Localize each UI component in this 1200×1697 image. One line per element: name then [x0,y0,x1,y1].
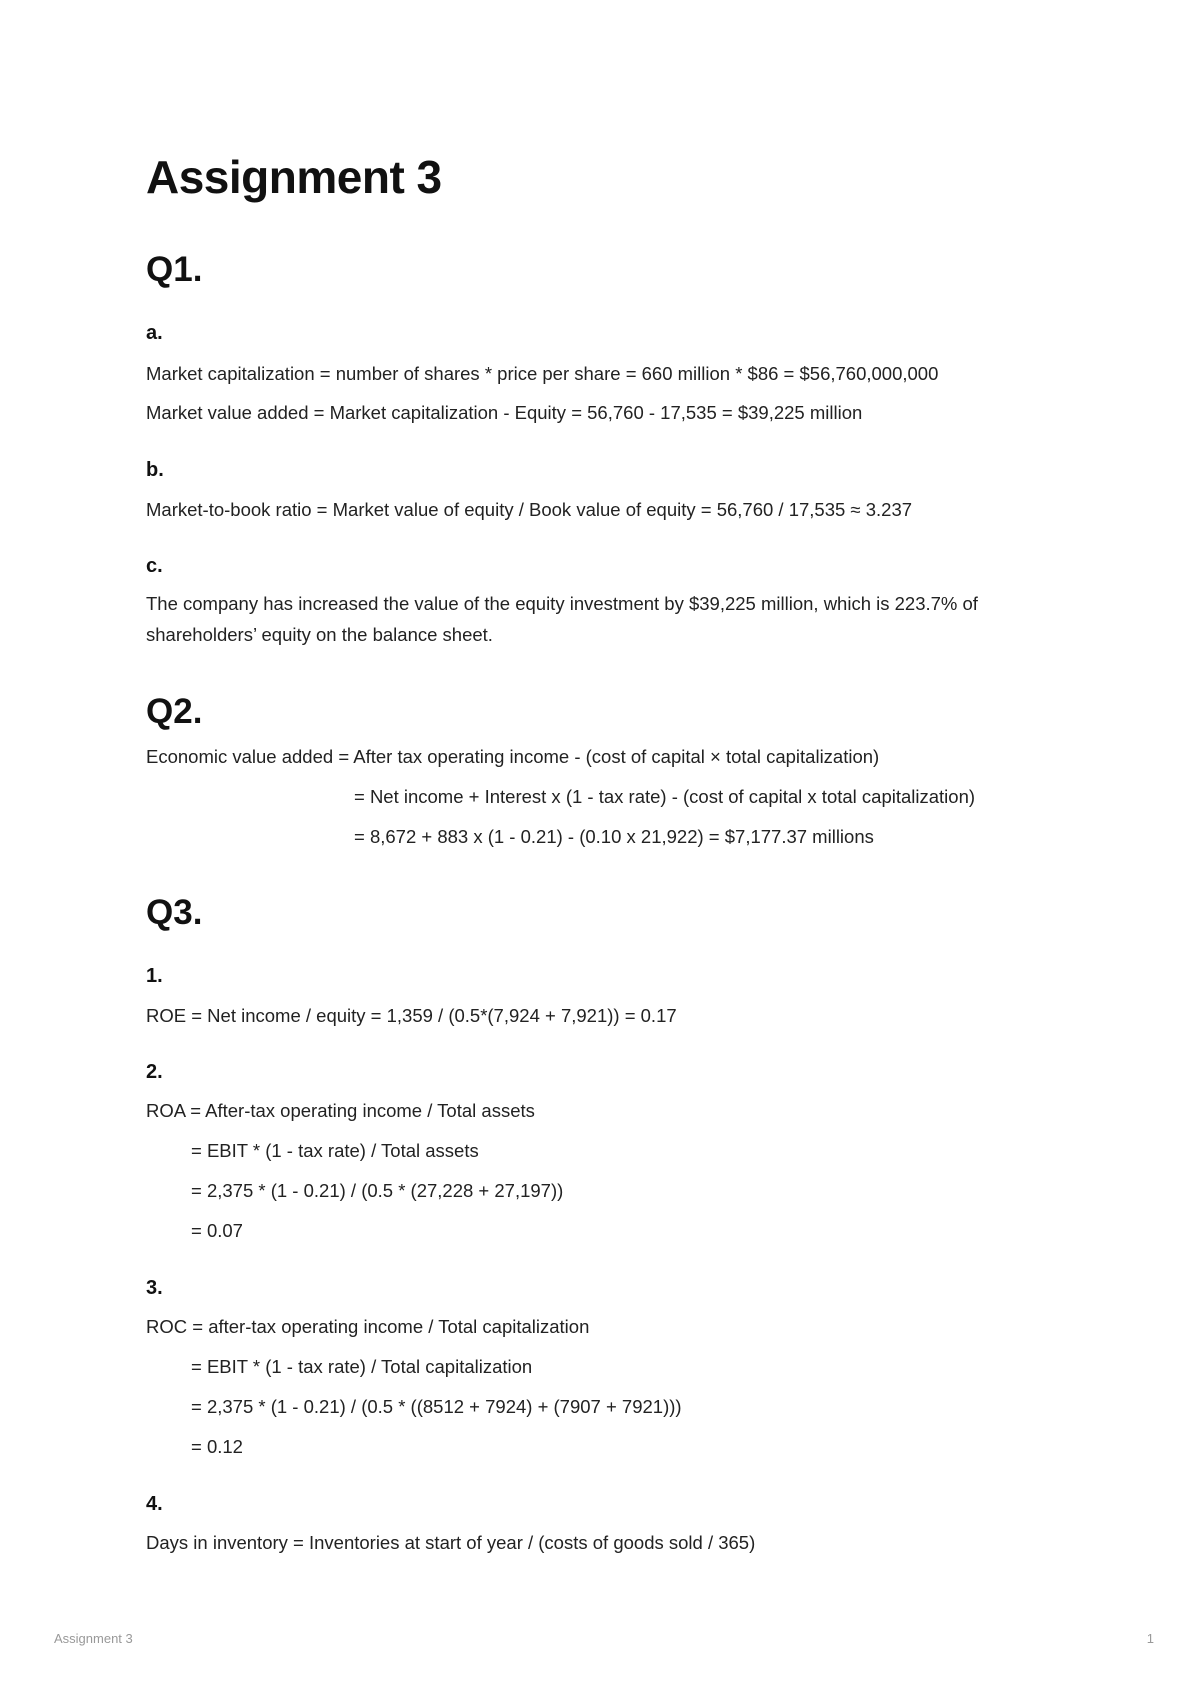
q2-heading: Q2. [146,692,203,731]
q2-line3: = 8,672 + 883 x (1 - 0.21) - (0.10 x 21,922) = $7,177.37 millions [354,826,874,847]
q1-a-label: a. [146,322,163,344]
q1-b-label: b. [146,459,164,481]
q3-1-line1: ROE = Net income / equity = 1,359 / (0.5*(7,924 + 7,921)) = 0.17 [146,1005,677,1026]
q1-a-line2: Market value added = Market capitalization - Equity = 56,760 - 17,535 = $39,225 million [146,402,863,423]
q3-2-line4: = 0.07 [191,1220,243,1241]
q1-a-line1: Market capitalization = number of shares * price per share = 660 million * $86 = $56,760,000,000 [146,363,939,384]
q3-4-label: 4. [146,1493,163,1515]
q3-2-line2: = EBIT * (1 - tax rate) / Total assets [191,1140,479,1161]
q1-c-line1: The company has increased the value of the equity investment by $39,225 million, which is 223.7% of [146,593,978,614]
q1-c-label: c. [146,555,163,577]
q3-3-label: 3. [146,1277,163,1299]
page-title: Assignment 3 [146,151,442,203]
q3-heading: Q3. [146,893,203,932]
q3-2-label: 2. [146,1061,163,1083]
q1-heading: Q1. [146,250,203,289]
q2-line1: Economic value added = After tax operating income - (cost of capital × total capitalization) [146,746,880,767]
q3-3-line3: = 2,375 * (1 - 0.21) / (0.5 * ((8512 + 7924) + (7907 + 7921))) [191,1396,682,1417]
q1-b-line1: Market-to-book ratio = Market value of equity / Book value of equity = 56,760 / 17,535 ≈ 3.237 [146,499,913,520]
q3-3-line1: ROC = after-tax operating income / Total capitalization [146,1316,590,1337]
q2-line2: = Net income + Interest x (1 - tax rate) - (cost of capital x total capitalization) [354,786,976,807]
q3-2-line1: ROA = After-tax operating income / Total assets [146,1100,535,1121]
q3-3-line2: = EBIT * (1 - tax rate) / Total capitalization [191,1356,533,1377]
q3-3-line4: = 0.12 [191,1436,243,1457]
q3-1-label: 1. [146,965,163,987]
footer-title: Assignment 3 [54,1631,133,1646]
q3-4-line1: Days in inventory = Inventories at start of year / (costs of goods sold / 365) [146,1532,756,1553]
q1-c-line2: shareholders’ equity on the balance sheet. [146,624,493,645]
footer-page-number: 1 [1146,1631,1154,1646]
q3-2-line3: = 2,375 * (1 - 0.21) / (0.5 * (27,228 + 27,197)) [191,1180,564,1201]
